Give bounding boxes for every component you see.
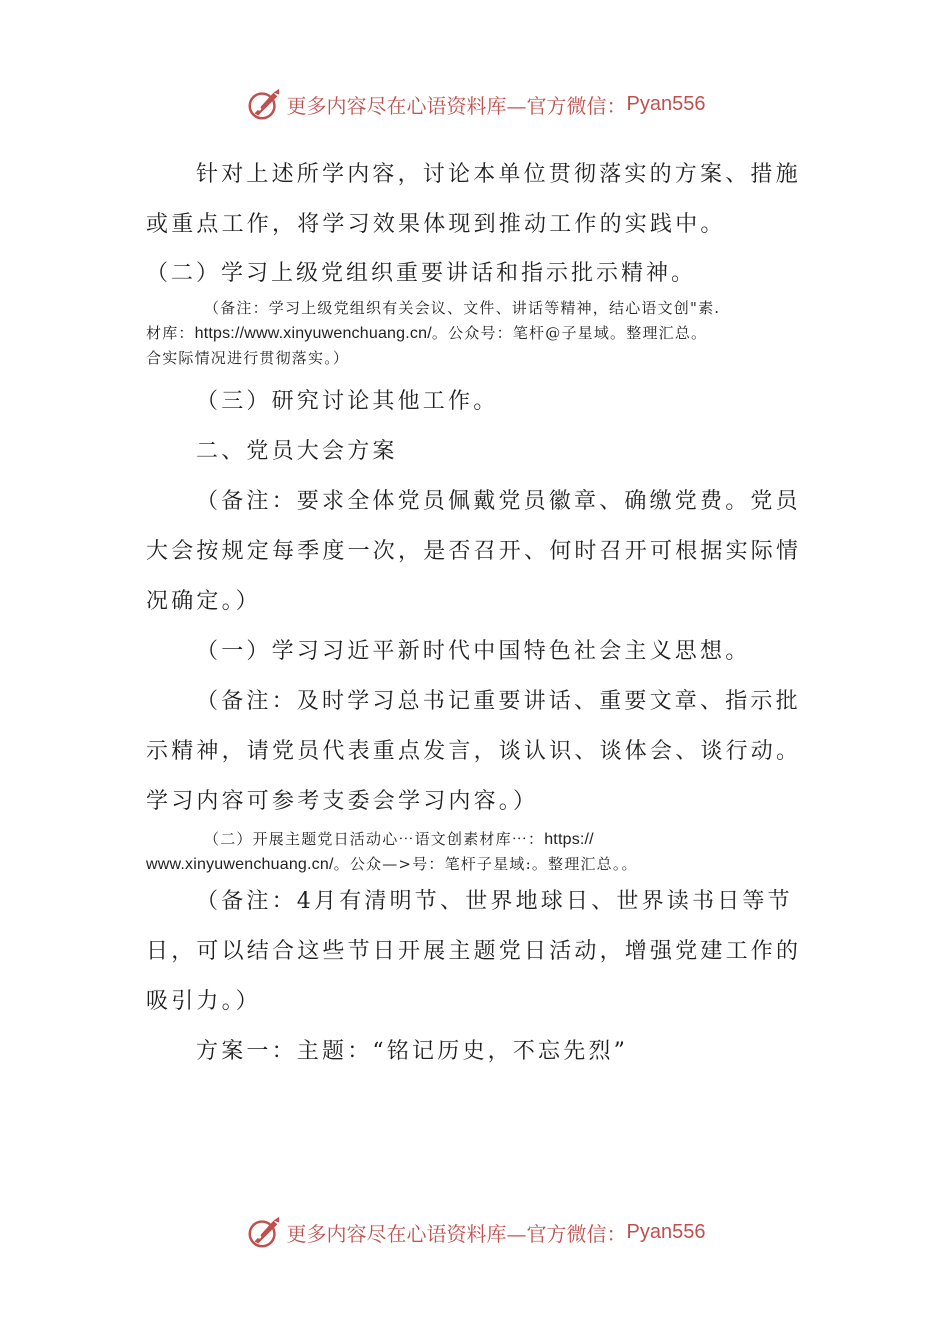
source-url-link: https://www.xinyuwenchuang.cn/ xyxy=(194,325,432,342)
item-theme-tail: 。公众—>号：笔杆子星域:。整理汇总。。 xyxy=(333,855,638,873)
banner-text: 更多内容尽在心语资料库—官方微信： xyxy=(286,1221,627,1246)
note-study-thought: （备注：及时学习总书记重要讲话、重要文章、指示批示精神，请党员代表重点发言，谈认识、谈体会、谈行动。学习内容可参考支委会学习内容。） xyxy=(146,689,802,814)
note-superior-speech-line1: （备注：学习上级党组织有关会议、文件、讲话等精神，结心语文创"素. xyxy=(204,299,721,317)
note-tail: 。公众号：笔杆@子星域。整理汇总。 xyxy=(431,324,708,342)
footer-banner xyxy=(0,1210,950,1254)
note-label: 材库： xyxy=(146,324,195,342)
banner-wechat-id: Pyan556 xyxy=(626,92,706,115)
item-url-part2: www.xinyuwenchuang.cn/ xyxy=(146,856,334,873)
item-theme-text: （二）开展主题党日活动心⋯语文创素材库⋯： xyxy=(204,830,545,848)
paragraph-implementation: 针对上述所学内容，讨论本单位贯彻落实的方案、措施或重点工作，将学习效果体现到推动工作的实践中。 xyxy=(146,162,801,237)
pen-nib-circle-icon xyxy=(245,1213,283,1251)
heading-other-work: （三）研究讨论其他工作。 xyxy=(196,389,499,414)
plan-one-theme: 方案一：主题：“铭记历史，不忘先烈” xyxy=(196,1039,629,1064)
note-superior-speech-line3: 合实际情况进行贯彻落实。） xyxy=(146,349,350,367)
note-april-festivals: （备注：4月有清明节、世界地球日、世界读书日等节日，可以结合这些节日开展主题党日活动，增强党建工作的吸引力。） xyxy=(146,889,802,1014)
item-theme-party-day-line1 xyxy=(146,827,810,852)
item-theme-party-day-line2 xyxy=(146,852,810,877)
heading-superior-speech: （二）学习上级党组织重要讲话和指示批示精神。 xyxy=(146,261,697,286)
pen-nib-circle-icon xyxy=(245,85,283,123)
document-body xyxy=(146,150,810,1077)
banner-wechat-id: Pyan556 xyxy=(626,1220,706,1243)
section-party-congress: 二、党员大会方案 xyxy=(196,439,398,464)
item-url-part1: https:// xyxy=(544,831,594,848)
note-superior-speech-line2 xyxy=(146,321,810,346)
banner-text: 更多内容尽在心语资料库—官方微信： xyxy=(286,93,627,118)
item-study-thought: （一）学习习近平新时代中国特色社会主义思想。 xyxy=(196,639,751,664)
note-party-congress: （备注：要求全体党员佩戴党员徽章、确缴党费。党员大会按规定每季度一次，是否召开、何时召开可根据实际情况确定。） xyxy=(146,489,802,614)
header-banner xyxy=(0,82,950,126)
